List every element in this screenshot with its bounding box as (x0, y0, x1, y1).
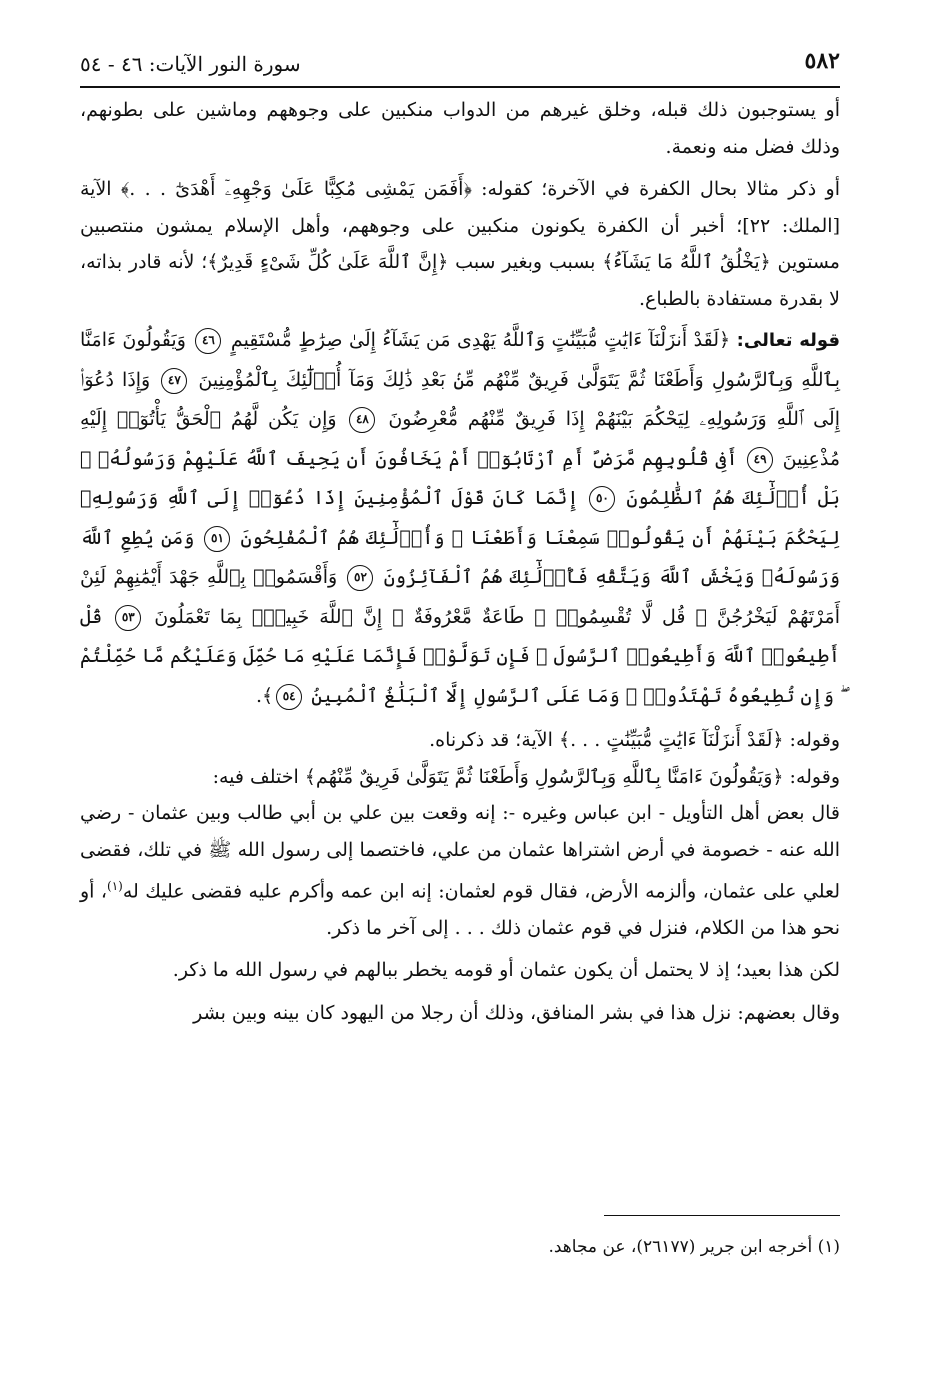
quran-passage (80, 321, 840, 716)
ayah-number-marker: ٥٤ (276, 684, 302, 710)
page-header (80, 42, 840, 82)
footnote-rule (604, 1215, 840, 1216)
ayah-text: إِنَّمَا كَانَ قَوْلَ ٱلْمُؤْمِنِينَ إِذَا دُعُوٓا۟ إِلَى ٱللَّهِ وَرَسُولِهِۦ لِيَحْكُمَ بَيْنَهُمْ أَن يَقُولُوا۟ سَمِعْنَا وَأَطَعْنَا ۚ وَأُو۟لَٰٓئِكَ هُمُ ٱلْمُفْلِحُونَ (80, 487, 841, 549)
ayah-text: وَإِن يَكُن لَّهُمُ ٱلْحَقُّ يَأْتُوٓا۟ إِلَيْهِ مُذْعِنِينَ (80, 408, 841, 470)
page-number: ٥٨٢ (804, 48, 840, 74)
ayah-text: وَيَقُولُونَ ءَامَنَّا بِٱللَّهِ وَبِٱلرَّسُولِ وَأَطَعْنَا ثُمَّ يَتَوَلَّىٰ فَرِيقٌ مِّنْهُم مِّنۢ بَعْدِ ذَٰلِكَ وَمَآ أُو۟لَٰٓئِكَ بِٱلْمُؤْمِنِينَ (80, 329, 840, 391)
commentary-paragraph: وقال بعضهم: نزل هذا في بشر المنافق، وذلك أن رجلا من اليهود كان بينه وبين بشر (193, 1001, 840, 1024)
commentary-paragraph: وقوله: ﴿وَيَقُولُونَ ءَامَنَّا بِٱللَّهِ وَبِٱلرَّسُولِ وَأَطَعْنَا ثُمَّ يَتَوَلَّىٰ فَرِيقٌ مِّنْهُم﴾ اختلف فيه: (212, 765, 840, 788)
ayah-text: أَفِى قُلُوبِهِم مَّرَضٌ أَمِ ٱرْتَابُوٓا۟ أَمْ يَخَافُونَ أَن يَحِيفَ ٱللَّهُ عَلَيْهِمْ وَرَسُولُهُۥ ۚ بَلْ أُو۟لَٰٓئِكَ هُمُ ٱلظَّٰلِمُونَ (80, 447, 840, 509)
paragraph: أو يستوجبون ذلك قبله، وخلق غيرهم من الدواب منكبين على وجوههم وماشين على بطونهم، وذلك فضل منه ونعمة. (80, 99, 840, 158)
ayah-number-marker: ٤٩ (747, 447, 773, 473)
ayah-number-marker: ٥٠ (589, 486, 615, 512)
commentary-paragraph (80, 795, 840, 946)
ayah-number-marker: ٤٦ (195, 328, 221, 354)
running-title: سورة النور الآيات: ٤٦ - ٥٤ (80, 52, 301, 76)
commentary-text: ، أو نحو هذا من الكلام، فنزل في قوم عثمان ذلك . . . إلى آخر ما ذكر. (80, 880, 840, 939)
ayah-text: قُلْ أَطِيعُوا۟ ٱللَّهَ وَأَطِيعُوا۟ ٱلرَّسُولَ ۖ فَإِن تَوَلَّوْا۟ فَإِنَّمَا عَلَيْهِ مَا حُمِّلَ وَعَلَيْكُم مَّا حُمِّلْتُمْ ۖ وَإِن تُطِيعُوهُ تَهْتَدُوا۟ ۚ وَمَا عَلَى ٱلرَّسُولِ إِلَّا ٱلْبَلَٰغُ ٱلْمُبِينُ (80, 605, 840, 707)
ayah-text: وَإِذَا دُعُوٓا۟ إِلَى ٱللَّهِ وَرَسُولِهِۦ لِيَحْكُمَ بَيْنَهُمْ إِذَا فَرِيقٌ مِّنْهُم مُّعْرِضُونَ (80, 368, 840, 430)
page-body (80, 92, 840, 1031)
quran-lead: قوله تعالى: (736, 330, 840, 351)
ayah-text: ﴿لَقَدْ أَنزَلْنَآ ءَايَٰتٍ مُّبَيِّنَٰتٍ وَٱللَّهُ يَهْدِى مَن يَشَآءُ إِلَىٰ صِرَٰطٍ مُّسْتَقِيمٍ (230, 329, 731, 351)
paragraph: أو ذكر مثالا بحال الكفرة في الآخرة؛ كقوله: ﴿أَفَمَن يَمْشِى مُكِبًّا عَلَىٰ وَجْهِهِۦٓ أَهْدَىٰٓ . . .﴾ الآية [الملك: ٢٢]؛ أخبر أن الكفرة يكونون منكبين على وجوههم، وأهل الإسلام يمشون منتصبين مستوين ﴿يَخْلُقُ ٱللَّهُ مَا يَشَآءُ﴾ بسبب وبغير سبب ﴿إِنَّ ٱللَّهَ عَلَىٰ كُلِّ شَىْءٍ قَدِيرٌ﴾؛ لأنه قادر بذاته، لا بقدرة مستفادة بالطباع. (80, 178, 840, 310)
ayah-number-marker: ٤٨ (349, 407, 375, 433)
ayah-number-marker: ٥١ (204, 526, 230, 552)
ayah-number-marker: ٥٣ (115, 605, 141, 631)
header-rule (80, 86, 840, 88)
commentary-paragraph: لكن هذا بعيد؛ إذ لا يحتمل أن يكون عثمان أو قومه يخطر ببالهم في رسول الله ما ذكر. (172, 959, 840, 982)
commentary-paragraph: وقوله: ﴿لَقَدْ أَنزَلْنَآ ءَايَٰتٍ مُّبَيِّنَٰتٍ . . .﴾ الآية؛ قد ذكرناه. (429, 729, 840, 751)
commentary-text: قال بعض أهل التأويل - ابن عباس وغيره -: إنه وقعت بين علي بن أبي طالب وبين عثمان - رضي الله عنه - خصومة في أرض اشتراها عثمان من علي، فاختصما إلى رسول الله ﷺ في تلك، فقضى لعلي على عثمان، وألزمه الأرض، فقال قوم لعثمان: إنه ابن عمه وأكرم عليه فقضى عليك له (80, 802, 840, 903)
ayah-number-marker: ٤٧ (161, 368, 187, 394)
quran-close-bracket: ﴾. (255, 684, 274, 707)
ayah-text: وَأَقْسَمُوا۟ بِٱللَّهِ جَهْدَ أَيْمَٰنِهِمْ لَئِنْ أَمَرْتَهُمْ لَيَخْرُجُنَّ ۖ قُل لَّا تُقْسِمُوا۟ ۖ طَاعَةٌ مَّعْرُوفَةٌ ۚ إِنَّ ٱللَّهَ خَبِيرٌۢ بِمَا تَعْمَلُونَ (80, 566, 841, 628)
ayah-number-marker: ٥٢ (347, 565, 373, 591)
footnote-reference[interactable]: (١) (107, 879, 123, 893)
ayah-text: وَمَن يُطِعِ ٱللَّهَ وَرَسُولَهُۥ وَيَخْشَ ٱللَّهَ وَيَتَّقْهِ فَأُو۟لَٰٓئِكَ هُمُ ٱلْفَآئِزُونَ (80, 526, 840, 588)
footnote: (١) أخرجه ابن جرير (٢٦١٧٧)، عن مجاهد. (548, 1237, 840, 1257)
